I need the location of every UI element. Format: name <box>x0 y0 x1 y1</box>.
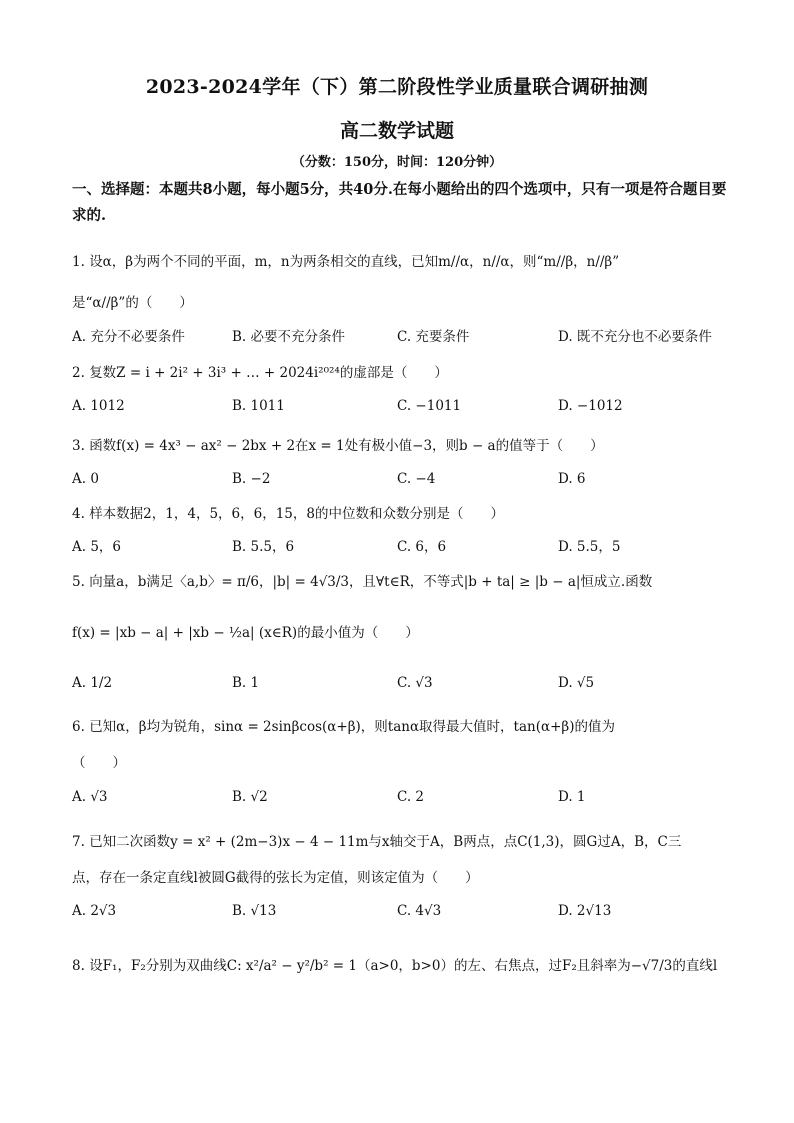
question-3 <box>72 435 732 457</box>
option-d[interactable]: D. 5.5，5 <box>558 539 621 555</box>
option-b[interactable]: B. −2 <box>232 471 271 487</box>
question-2-options <box>72 398 732 420</box>
question-1-line-1 <box>72 251 732 273</box>
option-c[interactable]: C. 4√3 <box>397 903 442 919</box>
question-text: 向量a，b满足〈a,b〉= π/6，|b| = 4√3/3，且∀t∈R，不等式|b + ta| ≥ |b − a|恒成立.函数 <box>89 574 653 590</box>
question-7-options <box>72 903 732 925</box>
question-number: 5. <box>72 574 85 590</box>
question-text: 设α，β为两个不同的平面，m，n为两条相交的直线，已知m//α，n//α，则“m//β，n//β” <box>89 254 620 270</box>
question-6-line-1 <box>72 716 732 738</box>
question-3-options <box>72 471 732 493</box>
option-b[interactable]: B. 必要不充分条件 <box>232 329 346 345</box>
question-7-line-1 <box>72 831 732 853</box>
question-number: 6. <box>72 719 85 735</box>
option-b[interactable]: B. 1 <box>232 675 260 691</box>
section-heading: 一、选择题：本题共8小题，每小题5分，共40分.在每小题给出的四个选项中，只有一项是符合题目要求的. <box>72 181 727 224</box>
question-2 <box>72 362 732 384</box>
option-d[interactable]: D. 既不充分也不必要条件 <box>558 329 712 345</box>
option-c[interactable]: C. √3 <box>397 675 433 691</box>
question-4-options <box>72 535 732 557</box>
option-b[interactable]: B. 5.5，6 <box>232 539 295 555</box>
question-5-line-1 <box>72 571 732 593</box>
question-1-options <box>72 325 732 347</box>
option-b[interactable]: B. √2 <box>232 789 268 805</box>
option-d[interactable]: D. √5 <box>558 675 595 691</box>
question-7-line-2: 点，存在一条定直线l被圆G截得的弦长为定值，则该定值为（ ） <box>72 870 479 886</box>
question-text: 已知二次函数y = x² + (2m−3)x − 4 − 11m与x轴交于A，B两点，点C(1,3)，圆G过A，B，C三 <box>89 834 682 850</box>
option-d[interactable]: D. −1012 <box>558 398 623 414</box>
exam-meta: （分数：150分，时间：120分钟） <box>291 155 503 170</box>
question-5-options <box>72 675 732 697</box>
option-a[interactable]: A. 1012 <box>72 398 125 414</box>
question-number: 2. <box>72 365 85 381</box>
option-c[interactable]: C. 充要条件 <box>397 329 470 345</box>
question-number: 1. <box>72 254 85 270</box>
question-1-line-2: 是“α//β”的（ ） <box>72 295 193 311</box>
option-d[interactable]: D. 1 <box>558 789 586 805</box>
exam-subtitle: 高二数学试题 <box>339 120 454 142</box>
option-c[interactable]: C. 2 <box>397 789 425 805</box>
question-text: 样本数据2，1，4，5，6，6，15，8的中位数和众数分别是（ ） <box>89 506 504 522</box>
question-8 <box>72 955 732 977</box>
option-c[interactable]: C. −1011 <box>397 398 462 414</box>
question-6-options <box>72 789 732 811</box>
option-b[interactable]: B. 1011 <box>232 398 285 414</box>
option-d[interactable]: D. 2√13 <box>558 903 612 919</box>
exam-title: 2023-2024学年（下）第二阶段性学业质量联合调研抽测 <box>145 76 649 98</box>
question-4 <box>72 503 732 525</box>
option-c[interactable]: C. 6，6 <box>397 539 447 555</box>
question-6-line-2: （ ） <box>72 755 126 771</box>
question-number: 8. <box>72 958 85 974</box>
question-number: 7. <box>72 834 85 850</box>
question-number: 3. <box>72 438 85 454</box>
question-text: 复数Z = i + 2i² + 3i³ + … + 2024i²⁰²⁴的虚部是（ ） <box>89 365 448 381</box>
question-text: 函数f(x) = 4x³ − ax² − 2bx + 2在x = 1处有极小值−3，则b − a的值等于（ ） <box>89 438 604 454</box>
option-a[interactable]: A. 2√3 <box>72 903 117 919</box>
option-a[interactable]: A. √3 <box>72 789 108 805</box>
option-a[interactable]: A. 0 <box>72 471 99 487</box>
option-a[interactable]: A. 充分不必要条件 <box>72 329 185 345</box>
question-5-line-2: f(x) = |xb − a| + |xb − ½a| (x∈R)的最小值为（ ） <box>72 625 419 641</box>
question-text: 设F₁，F₂分别为双曲线C: x²/a² − y²/b² = 1（a>0，b>0）的左、右焦点，过F₂且斜率为−√7/3的直线l <box>89 958 718 974</box>
option-a[interactable]: A. 5，6 <box>72 539 122 555</box>
option-c[interactable]: C. −4 <box>397 471 436 487</box>
option-b[interactable]: B. √13 <box>232 903 277 919</box>
question-number: 4. <box>72 506 85 522</box>
question-text: 已知α，β均为锐角，sinα = 2sinβcos(α+β)，则tanα取得最大值时，tan(α+β)的值为 <box>89 719 615 735</box>
option-d[interactable]: D. 6 <box>558 471 586 487</box>
option-a[interactable]: A. 1/2 <box>72 675 113 691</box>
